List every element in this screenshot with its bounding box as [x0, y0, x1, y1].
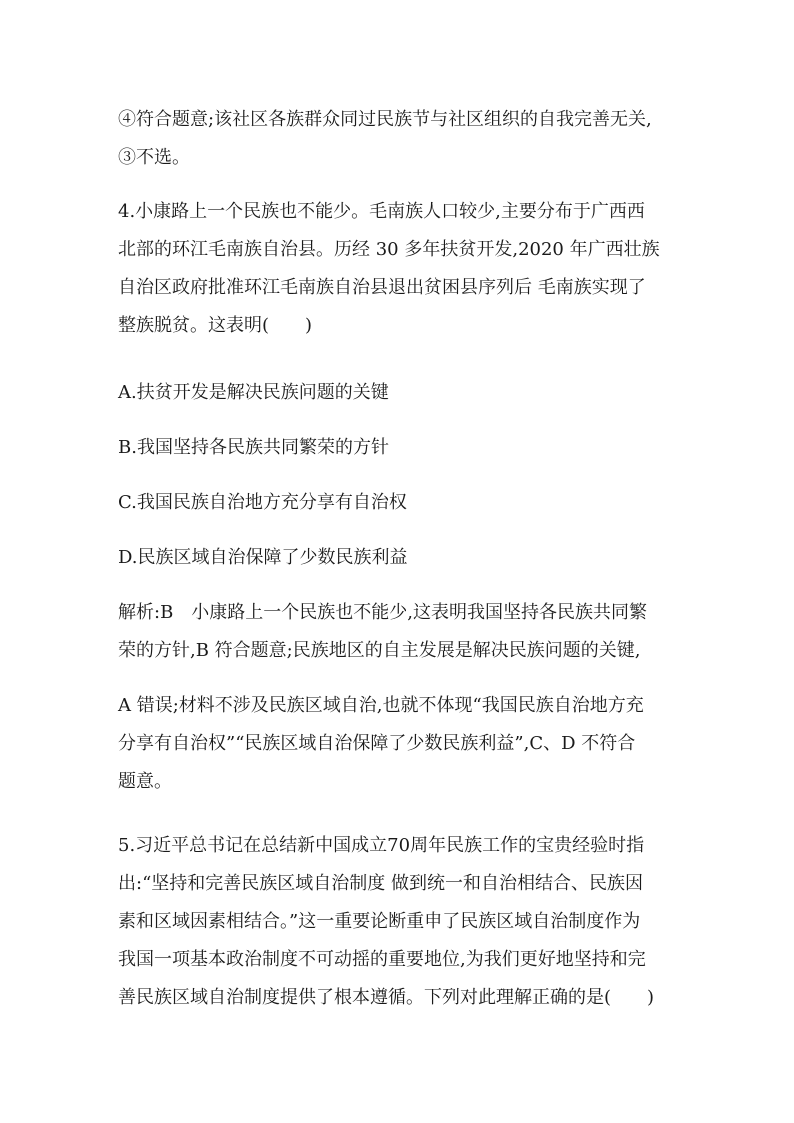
text-line: 出:“坚持和完善民族区域自治制度 做到统一和自治相结合、民族因	[118, 873, 643, 894]
text-line: 分享有自治权”“民族区域自治保障了少数民族利益”,C、D 不符合	[118, 733, 636, 754]
question-4-option-b	[118, 429, 688, 467]
text-line: ④符合题意;该社区各族群众同过民族节与社区组织的自我完善无关,	[118, 109, 652, 130]
text-line: 善民族区域自治制度提供了根本遵循。下列对此理解正确的是( )	[118, 987, 655, 1008]
text-line: 4.小康路上一个民族也不能少。毛南族人口较少,主要分布于广西西	[118, 201, 645, 222]
text-line: ③不选。	[118, 147, 190, 168]
text-line: 题意。	[118, 771, 172, 792]
question-4-analysis-continued	[118, 687, 688, 801]
text-line: 我国一项基本政治制度不可动摇的重要地位,为我们更好地坚持和完	[118, 949, 646, 970]
text-line: 自治区政府批准环江毛南族自治县退出贫困县序列后 毛南族实现了	[118, 277, 646, 298]
text-line: B.我国坚持各民族共同繁荣的方针	[118, 437, 389, 458]
text-line: 整族脱贫。这表明( )	[118, 315, 313, 336]
text-line: A.扶贫开发是解决民族问题的关键	[118, 382, 389, 403]
text-line: 解析:B 小康路上一个民族也不能少,这表明我国坚持各民族共同繁	[118, 602, 648, 623]
text-line: A 错误;材料不涉及民族区域自治,也就不体现“我国民族自治地方充	[118, 695, 644, 716]
answer-explanation-tail	[118, 101, 688, 177]
question-4-option-c	[118, 484, 688, 522]
text-line: D.民族区域自治保障了少数民族利益	[118, 547, 408, 568]
question-4-option-d	[118, 539, 688, 577]
text-line: 5.习近平总书记在总结新中国成立70周年民族工作的宝贵经验时指	[118, 835, 645, 856]
question-4-analysis	[118, 594, 688, 670]
question-4-stem	[118, 193, 688, 345]
question-5-stem	[118, 827, 688, 1017]
question-4-option-a	[118, 374, 688, 412]
text-line: 素和区域因素相结合。”这一重要论断重申了民族区域自治制度作为	[118, 911, 641, 932]
text-line: 荣的方针,B 符合题意;民族地区的自主发展是解决民族问题的关键,	[118, 640, 641, 661]
text-line: C.我国民族自治地方充分享有自治权	[118, 492, 407, 513]
text-line: 北部的环江毛南族自治县。历经 30 多年扶贫开发,2020 年广西壮族	[118, 239, 660, 260]
